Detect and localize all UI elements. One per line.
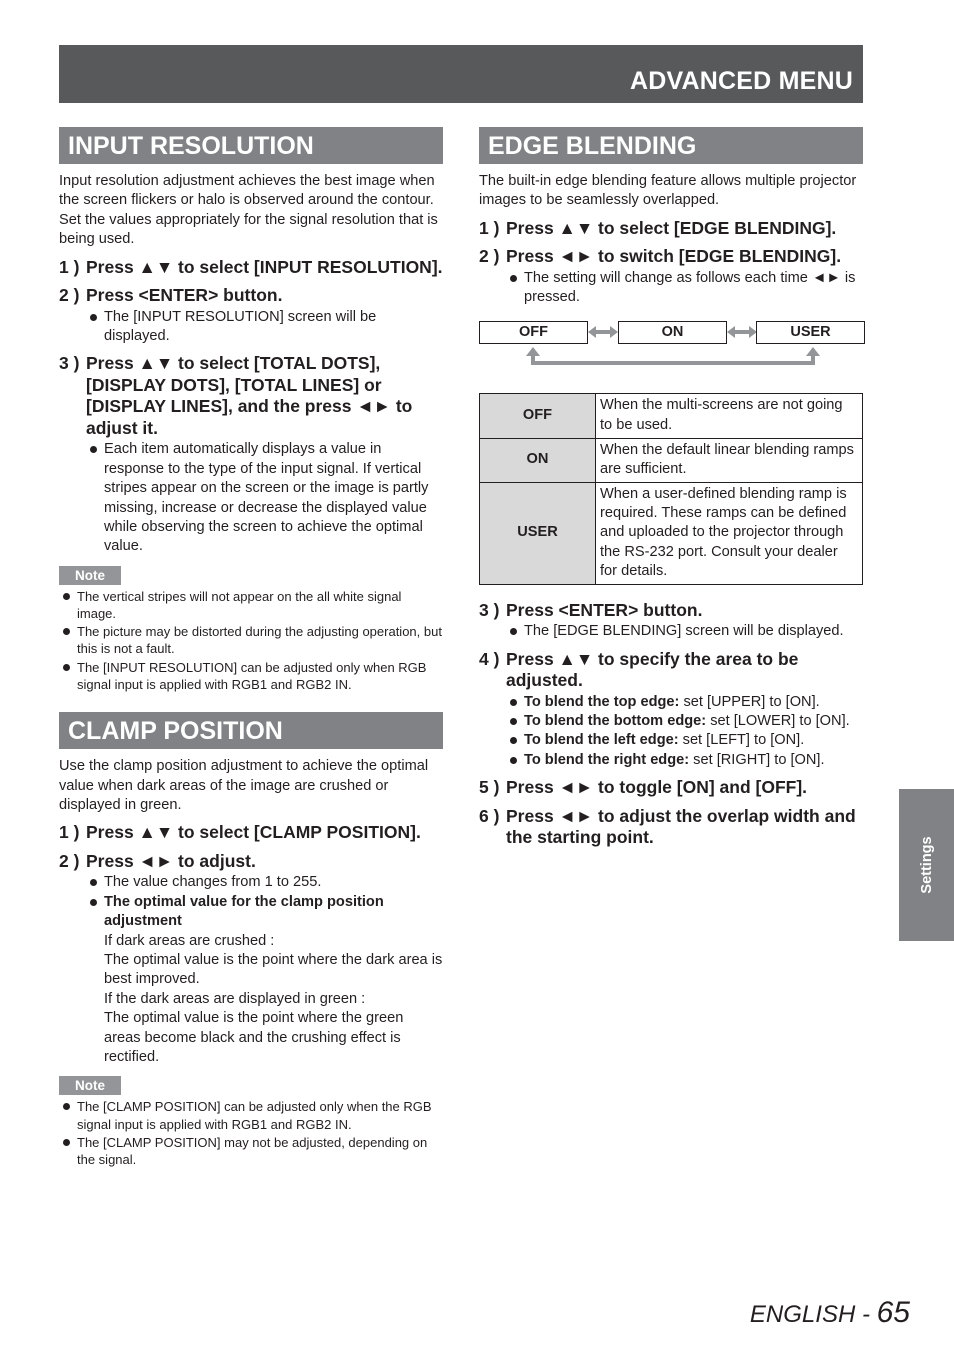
sub-line: If the dark areas are displayed in green : [104, 990, 366, 1007]
footer-language: ENGLISH - [749, 1301, 877, 1328]
bullet-item: To blend the bottom edge: set [LOWER] to [ON]. [506, 712, 863, 731]
mode-box-off: OFF [479, 321, 588, 344]
step-number: 5 ) [479, 777, 500, 798]
note-item: The [INPUT RESOLUTION] can be adjusted only when RGB signal input is applied with RGB1 and RGB2 IN. [59, 659, 443, 693]
return-arrow-icon [523, 347, 823, 377]
step [59, 822, 443, 844]
table-key: USER [480, 482, 596, 584]
step [479, 600, 863, 642]
step-text: Press ▲▼ to select [INPUT RESOLUTION]. [86, 256, 443, 277]
step-text: Press <ENTER> button. [506, 599, 703, 620]
step [479, 246, 863, 307]
chapter-title: ADVANCED MENU [630, 67, 853, 95]
table-desc: When a user-defined blending ramp is required. These ramps can be defined and uploaded to the projector through the RS-232 port. Consult your dealer for details. [596, 482, 863, 584]
table-desc: When the multi-screens are not going to be used. [596, 393, 863, 438]
note-label: Note [59, 1076, 121, 1095]
step [59, 353, 443, 556]
note-item: The picture may be distorted during the adjusting operation, but this is not a fault. [59, 623, 443, 657]
bullet-item: The [EDGE BLENDING] screen will be displayed. [506, 622, 863, 641]
edge-blending-steps [479, 218, 863, 308]
bullet-item: The setting will change as follows each time ◄► is pressed. [506, 269, 863, 308]
table-key: OFF [480, 393, 596, 438]
bullet-item: The optimal value for the clamp position adjustment [86, 893, 443, 932]
step-number: 2 ) [479, 246, 500, 267]
settings-side-tab[interactable] [899, 789, 954, 941]
step [59, 257, 443, 279]
note-block [59, 1076, 443, 1168]
clamp-position-intro: Use the clamp position adjustment to achieve the optimal value when dark areas of the image are crushed or displayed in green. [59, 758, 429, 813]
step-number: 2 ) [59, 850, 80, 871]
step-text: Press ◄► to toggle [ON] and [OFF]. [506, 777, 808, 798]
step [479, 806, 863, 849]
edge-blending-heading: EDGE BLENDING [479, 127, 863, 164]
clamp-position-steps [59, 822, 443, 1067]
step-text: Press ◄► to switch [EDGE BLENDING]. [506, 246, 842, 267]
step-number: 1 ) [59, 256, 80, 277]
bullet-item: The value changes from 1 to 255. [86, 873, 443, 892]
sub-line: The optimal value is the point where the green areas become black and the crushing effect is rectified. [104, 1010, 404, 1065]
table-desc: When the default linear blending ramps are sufficient. [596, 438, 863, 482]
bullet-item: To blend the right edge: set [RIGHT] to [ON]. [506, 751, 863, 770]
note-block [59, 566, 443, 693]
bullet-item: Each item automatically displays a value in response to the type of the input signal. If vertical stripes appear on the screen or the image is partly missing, increase or decrease the displayed value while observing the screen to achieve the optimal value. [86, 440, 443, 556]
note-item: The vertical stripes will not appear on the all white signal image. [59, 588, 443, 622]
step-text: Press ▲▼ to specify the area to be adjusted. [506, 648, 799, 691]
step-text: Press ▲▼ to select [CLAMP POSITION]. [86, 822, 421, 843]
step [59, 851, 443, 1068]
step [479, 649, 863, 771]
bullet-item: The [INPUT RESOLUTION] screen will be displayed. [86, 308, 443, 347]
edge-blending-steps-continued [479, 600, 863, 849]
input-resolution-intro: Input resolution adjustment achieves the best image when the screen flickers or halo is observed around the contour. Set the values appropriately for the signal resolution that is being used. [59, 173, 438, 248]
swap-arrow-icon [727, 324, 757, 340]
mode-box-user: USER [756, 321, 865, 344]
table-key: ON [480, 438, 596, 482]
sub-line: The optimal value is the point where the dark area is best improved. [104, 951, 443, 988]
header-bar [59, 45, 863, 103]
input-resolution-steps [59, 257, 443, 557]
clamp-position-heading: CLAMP POSITION [59, 712, 443, 749]
left-column [59, 127, 443, 1169]
step-number: 2 ) [59, 285, 80, 306]
page-number: 65 [876, 1296, 910, 1329]
step-text: Press ◄► to adjust. [86, 850, 256, 871]
step-number: 3 ) [59, 353, 80, 374]
right-column [479, 127, 863, 856]
table-row [480, 393, 863, 438]
page-footer [750, 1296, 910, 1330]
step-number: 3 ) [479, 599, 500, 620]
step-number: 1 ) [479, 217, 500, 238]
bullet-item: To blend the left edge: set [LEFT] to [ON]. [506, 731, 863, 750]
edge-blending-intro: The built-in edge blending feature allows multiple projector images to be seamlessly overlapped. [479, 173, 857, 209]
step-number: 1 ) [59, 822, 80, 843]
note-label: Note [59, 566, 121, 585]
swap-arrow-icon [588, 324, 618, 340]
table-row [480, 482, 863, 584]
step [59, 285, 443, 346]
step-text: Press ▲▼ to select [EDGE BLENDING]. [506, 217, 837, 238]
step-number: 4 ) [479, 648, 500, 669]
side-tab-label: Settings [918, 836, 935, 894]
step-text: Press ◄► to adjust the overlap width and the starting point. [506, 805, 856, 848]
sub-line: If dark areas are crushed : [104, 932, 275, 949]
mode-cycle-diagram [479, 321, 863, 383]
table-row [480, 438, 863, 482]
step-text: Press <ENTER> button. [86, 285, 283, 306]
note-item: The [CLAMP POSITION] can be adjusted only when the RGB signal input is applied with RGB1 and RGB2 IN. [59, 1098, 443, 1132]
input-resolution-heading: INPUT RESOLUTION [59, 127, 443, 164]
step [479, 218, 863, 240]
mode-box-on: ON [618, 321, 727, 344]
step-number: 6 ) [479, 805, 500, 826]
step [479, 777, 863, 799]
step-text: Press ▲▼ to select [TOTAL DOTS], [DISPLAY DOTS], [TOTAL LINES] or [DISPLAY LINES], and the press ◄► to adjust it. [86, 353, 413, 438]
bullet-item: To blend the top edge: set [UPPER] to [ON]. [506, 693, 863, 712]
note-item: The [CLAMP POSITION] may not be adjusted, depending on the signal. [59, 1134, 443, 1168]
edge-blending-table [479, 393, 863, 585]
